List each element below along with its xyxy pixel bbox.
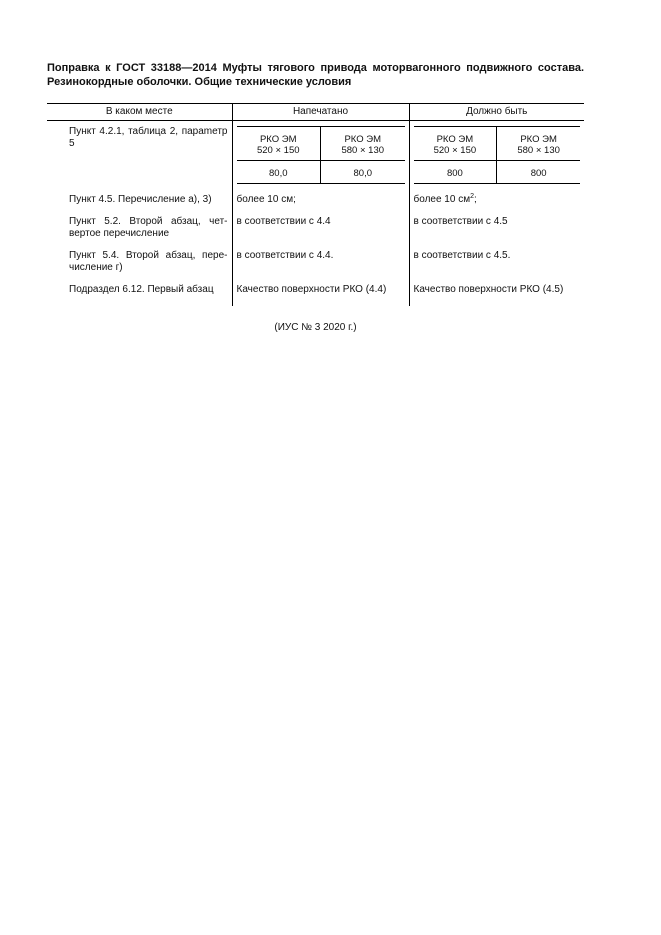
inner-head-line: РКО ЭМ	[259, 134, 297, 145]
row-place: Пункт 4.2.1, таблица 2, параmетр 5	[69, 126, 228, 149]
superscript: 2	[470, 193, 474, 200]
inner-value-cell: 80,0	[237, 161, 321, 184]
inner-value-cell: 800	[414, 161, 497, 184]
row-should-be	[409, 121, 584, 195]
inner-head-cell	[497, 127, 580, 161]
table-row	[47, 216, 584, 250]
row-should-be: в соответствии с 4.5.	[409, 250, 584, 284]
row-printed: в соответствии с 4.4.	[232, 250, 409, 284]
should-be-text: более 10 см	[413, 194, 471, 205]
printed-inner-table	[237, 126, 405, 184]
inner-head-line: 580 × 130	[341, 145, 385, 156]
inner-value-cell: 80,0	[321, 161, 405, 184]
source-note: (ИУС № 3 2020 г.)	[274, 322, 357, 333]
inner-head-cell	[321, 127, 405, 161]
correction-table	[47, 103, 584, 306]
table-row	[47, 194, 584, 216]
inner-head-cell	[237, 127, 321, 161]
header-where: В каком месте	[47, 104, 232, 121]
table-header-row	[47, 104, 584, 121]
row-place: Подраздел 6.12. Первый абзац	[69, 284, 214, 295]
row-should-be	[409, 194, 584, 216]
row-should-be: в соответствии с 4.5	[409, 216, 584, 250]
inner-head-line: РКО ЭМ	[344, 134, 382, 145]
table-row	[47, 121, 584, 195]
table-row	[47, 250, 584, 284]
row-place: Пункт 4.5. Перечисление а), 3)	[69, 194, 212, 205]
header-should-be: Должно быть	[409, 104, 584, 121]
page-title: Поправка к ГОСТ 33188—2014 Муфты тягового привода моторвагонного подвижного состава. Резинокордные оболочки. Общие технические условия	[47, 62, 584, 88]
inner-head-line: 580 × 130	[517, 145, 560, 156]
should-be-inner-table	[414, 126, 581, 184]
row-place: Пункт 5.4. Второй абзац, перечисление г)	[69, 250, 228, 273]
row-place: Пункт 5.2. Второй абзац, четвертое перечисление	[69, 216, 228, 239]
header-printed: Напечатано	[232, 104, 409, 121]
inner-head-line: 520 × 150	[256, 145, 300, 156]
row-printed: в соответствии с 4.4	[232, 216, 409, 250]
row-printed	[232, 121, 409, 195]
inner-head-line: 520 × 150	[433, 145, 477, 156]
inner-head-line: РКО ЭМ	[436, 134, 474, 145]
row-printed: Качество поверхности РКО (4.4)	[232, 284, 409, 306]
row-printed: более 10 см;	[232, 194, 409, 216]
table-row	[47, 284, 584, 306]
inner-value-cell: 800	[497, 161, 580, 184]
row-should-be: Качество поверхности РКО (4.5)	[409, 284, 584, 306]
should-be-tail: ;	[474, 194, 477, 205]
inner-head-cell	[414, 127, 497, 161]
inner-head-line: РКО ЭМ	[520, 134, 557, 145]
